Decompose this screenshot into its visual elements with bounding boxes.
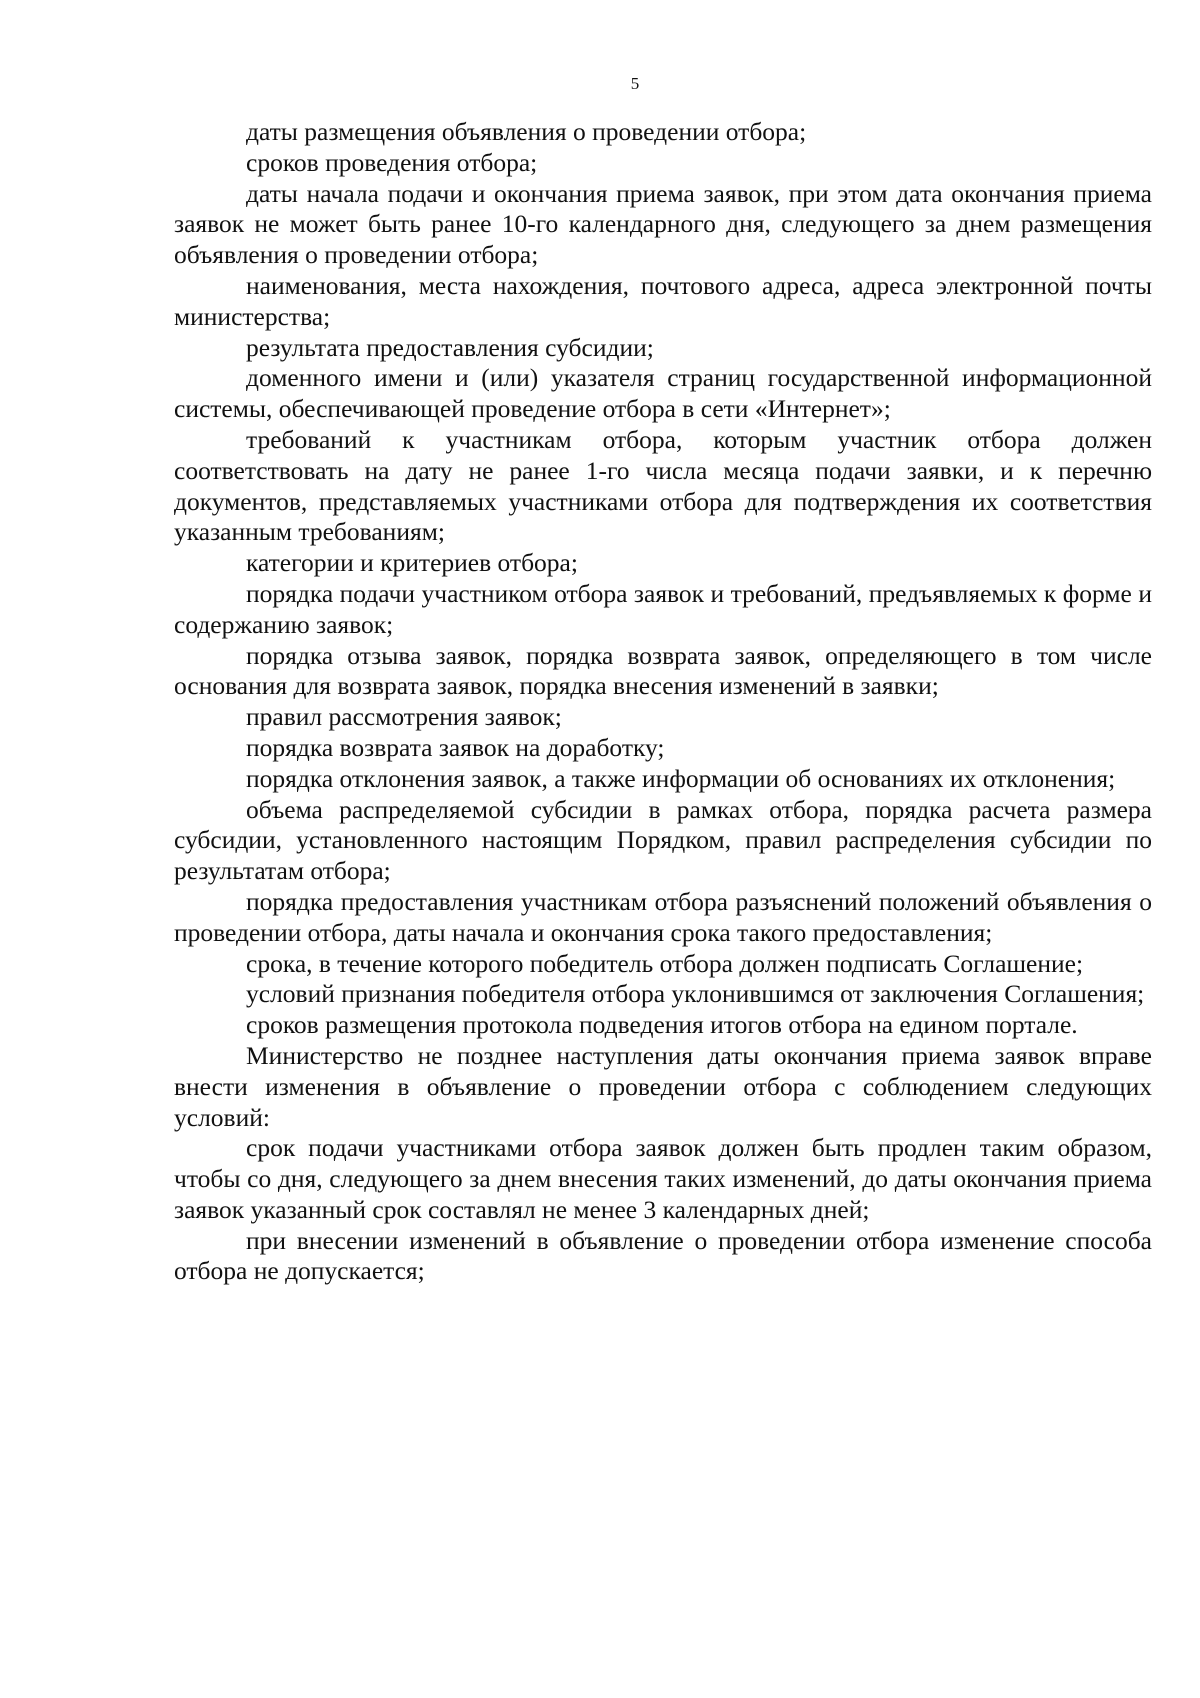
paragraph: срока, в течение которого победитель отбора должен подписать Соглашение; [246,948,1084,978]
paragraph: даты начала подачи и окончания приема заявок, при этом дата окончания приема заявок не может быть ранее 10-го календарного дня, следующего за днем размещения объявления о проведении отбора; [174,178,1152,270]
paragraph: Министерство не позднее наступления даты окончания приема заявок вправе внести изменения в объявление о проведении отбора с соблюдением следующих условий: [174,1040,1152,1132]
paragraph: порядка возврата заявок на доработку; [246,732,665,762]
paragraph: порядка подачи участником отбора заявок и требований, предъявляемых к форме и содержанию заявок; [174,578,1152,639]
paragraph: сроков размещения протокола подведения итогов отбора на едином портале. [246,1010,1078,1040]
paragraph: срок подачи участниками отбора заявок должен быть продлен таким образом, чтобы со дня, следующего за днем внесения таких изменений, до даты окончания приема заявок указанный срок составлял не менее 3 календарных дней; [174,1133,1152,1224]
paragraph: порядка отзыва заявок, порядка возврата заявок, определяющего в том числе основания для возврата заявок, порядка внесения изменений в заявки; [174,640,1152,701]
paragraph: при внесении изменений в объявление о проведении отбора изменение способа отбора не допускается; [174,1225,1152,1286]
page-number: 5 [630,74,640,93]
paragraph: объема распределяемой субсидии в рамках отбора, порядка расчета размера субсидии, установленного настоящим Порядком, правил распределения субсидии по результатам отбора; [174,794,1152,886]
paragraph: порядка предоставления участникам отбора разъяснений положений объявления о проведении отбора, даты начала и окончания срока такого предоставления; [174,886,1152,947]
paragraph: наименования, места нахождения, почтового адреса, адреса электронной почты министерства; [174,270,1152,331]
paragraph: результата предоставления субсидии; [246,332,654,362]
paragraph: правил рассмотрения заявок; [246,702,562,732]
paragraph: сроков проведения отбора; [246,147,538,177]
paragraph: даты размещения объявления о проведении отбора; [246,117,807,146]
paragraph: категории и критериев отбора; [246,548,578,578]
paragraph: требований к участникам отбора, которым участник отбора должен соответствовать на дату не ранее 1-го числа месяца подачи заявки, и к перечню документов, представляемых участниками отбора для подтверждения их соответствия указанным требованиям; [174,424,1152,547]
paragraph: доменного имени и (или) указателя страниц государственной информационной системы, обеспечивающей проведение отбора в сети «Интернет»; [174,363,1152,424]
document-body [174,117,1152,1287]
paragraph: условий признания победителя отбора уклонившимся от заключения Соглашения; [246,979,1145,1009]
paragraph: порядка отклонения заявок, а также информации об основаниях их отклонения; [246,763,1116,793]
